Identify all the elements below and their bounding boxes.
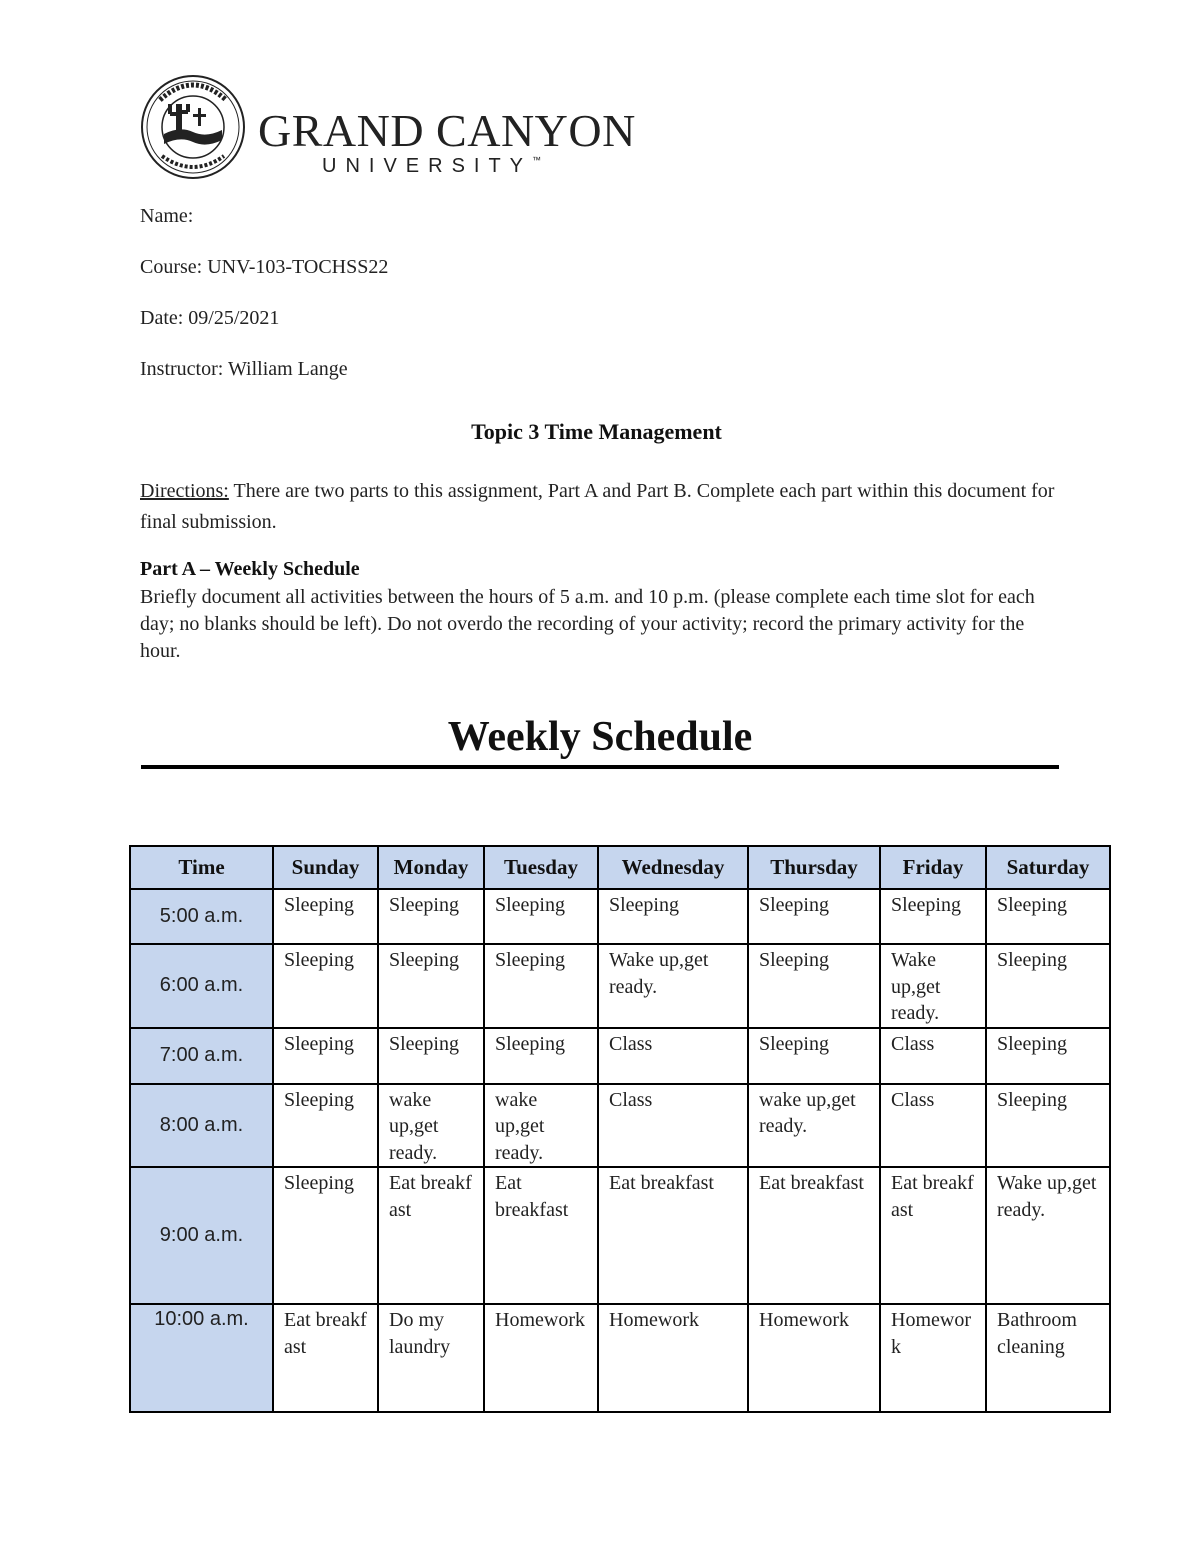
schedule-cell: Eat breakfast <box>378 1167 484 1304</box>
schedule-cell: Sleeping <box>484 889 598 944</box>
time-cell: 6:00 a.m. <box>130 944 273 1028</box>
schedule-cell: Class <box>880 1028 986 1084</box>
schedule-cell: Homework <box>598 1304 748 1412</box>
schedule-cell: Sleeping <box>986 889 1110 944</box>
schedule-cell: Wake up,get ready. <box>880 944 986 1028</box>
schedule-cell: Sleeping <box>748 944 880 1028</box>
time-cell: 7:00 a.m. <box>130 1028 273 1084</box>
table-row <box>130 1028 1110 1084</box>
schedule-cell: Eat breakfast <box>880 1167 986 1304</box>
directions-paragraph <box>140 476 1070 538</box>
column-header-tuesday: Tuesday <box>484 846 598 889</box>
directions-label: Directions: <box>140 480 229 502</box>
schedule-cell: Class <box>880 1084 986 1168</box>
schedule-cell: Eat breakfast <box>748 1167 880 1304</box>
schedule-cell: Homework <box>748 1304 880 1412</box>
column-header-sunday: Sunday <box>273 846 378 889</box>
column-header-thursday: Thursday <box>748 846 880 889</box>
table-header-row <box>130 846 1110 889</box>
schedule-cell: Sleeping <box>273 1028 378 1084</box>
time-cell: 9:00 a.m. <box>130 1167 273 1304</box>
table-row <box>130 1167 1110 1304</box>
schedule-cell: Eat breakfast <box>273 1304 378 1412</box>
logo-subtitle-text: UNIVERSITY <box>322 155 533 177</box>
schedule-cell: wake up,get ready. <box>748 1084 880 1168</box>
directions-text: There are two parts to this assignment, Part A and Part B. Complete each part within this document for final submission. <box>140 480 1055 533</box>
schedule-cell: Sleeping <box>484 1028 598 1084</box>
schedule-cell: Sleeping <box>748 889 880 944</box>
part-a-instructions: Briefly document all activities between the hours of 5 a.m. and 10 p.m. (please complete each time slot for each day; no blanks should be left). Do not overdo the recording of your activity; record the primary activity for the hour. <box>140 586 1035 662</box>
schedule-cell: Sleeping <box>273 944 378 1028</box>
table-row <box>130 889 1110 944</box>
university-seal-icon <box>140 74 246 180</box>
course-line: Course: UNV-103-TOCHSS22 <box>140 256 389 278</box>
column-header-friday: Friday <box>880 846 986 889</box>
schedule-cell: Sleeping <box>986 944 1110 1028</box>
column-header-monday: Monday <box>378 846 484 889</box>
schedule-cell: Class <box>598 1084 748 1168</box>
schedule-cell: Wake up,get ready. <box>986 1167 1110 1304</box>
instructor-line: Instructor: William Lange <box>140 358 348 380</box>
column-header-wednesday: Wednesday <box>598 846 748 889</box>
table-row <box>130 1084 1110 1168</box>
schedule-cell: Homework <box>484 1304 598 1412</box>
student-name-line: Name: <box>140 205 194 227</box>
column-header-time: Time <box>130 846 273 889</box>
university-logo <box>140 74 636 182</box>
schedule-cell: Sleeping <box>986 1084 1110 1168</box>
weekly-schedule-table <box>129 845 1111 1413</box>
schedule-cell: Sleeping <box>880 889 986 944</box>
schedule-cell: Sleeping <box>484 944 598 1028</box>
schedule-cell: Sleeping <box>986 1028 1110 1084</box>
schedule-cell: Homework <box>880 1304 986 1412</box>
schedule-cell: wake up,get ready. <box>484 1084 598 1168</box>
schedule-cell: Class <box>598 1028 748 1084</box>
logo-wordmark: GRAND CANYON <box>258 105 636 156</box>
schedule-cell: Sleeping <box>598 889 748 944</box>
schedule-cell: Wake up,get ready. <box>598 944 748 1028</box>
schedule-cell: Sleeping <box>378 944 484 1028</box>
time-cell: 5:00 a.m. <box>130 889 273 944</box>
schedule-cell: Sleeping <box>748 1028 880 1084</box>
page-title: Topic 3 Time Management <box>471 419 722 444</box>
date-line: Date: 09/25/2021 <box>140 307 280 329</box>
column-header-saturday: Saturday <box>986 846 1110 889</box>
trademark-symbol: ™ <box>532 155 542 165</box>
schedule-cell: Sleeping <box>273 1167 378 1304</box>
time-cell: 8:00 a.m. <box>130 1084 273 1168</box>
table-row <box>130 1304 1110 1412</box>
schedule-cell: wake up,get ready. <box>378 1084 484 1168</box>
table-row <box>130 944 1110 1028</box>
time-cell: 10:00 a.m. <box>130 1304 273 1412</box>
part-a-heading: Part A – Weekly Schedule <box>140 558 360 580</box>
logo-subtitle <box>322 155 541 178</box>
schedule-cell: Sleeping <box>378 1028 484 1084</box>
schedule-cell: Eat breakfast <box>484 1167 598 1304</box>
schedule-cell: Bathroom cleaning <box>986 1304 1110 1412</box>
schedule-cell: Sleeping <box>273 889 378 944</box>
title-underline <box>141 765 1059 769</box>
schedule-cell: Eat breakfast <box>598 1167 748 1304</box>
schedule-cell: Sleeping <box>273 1084 378 1168</box>
weekly-schedule-title: Weekly Schedule <box>447 714 753 760</box>
schedule-cell: Sleeping <box>378 889 484 944</box>
schedule-cell: Do my laundry <box>378 1304 484 1412</box>
